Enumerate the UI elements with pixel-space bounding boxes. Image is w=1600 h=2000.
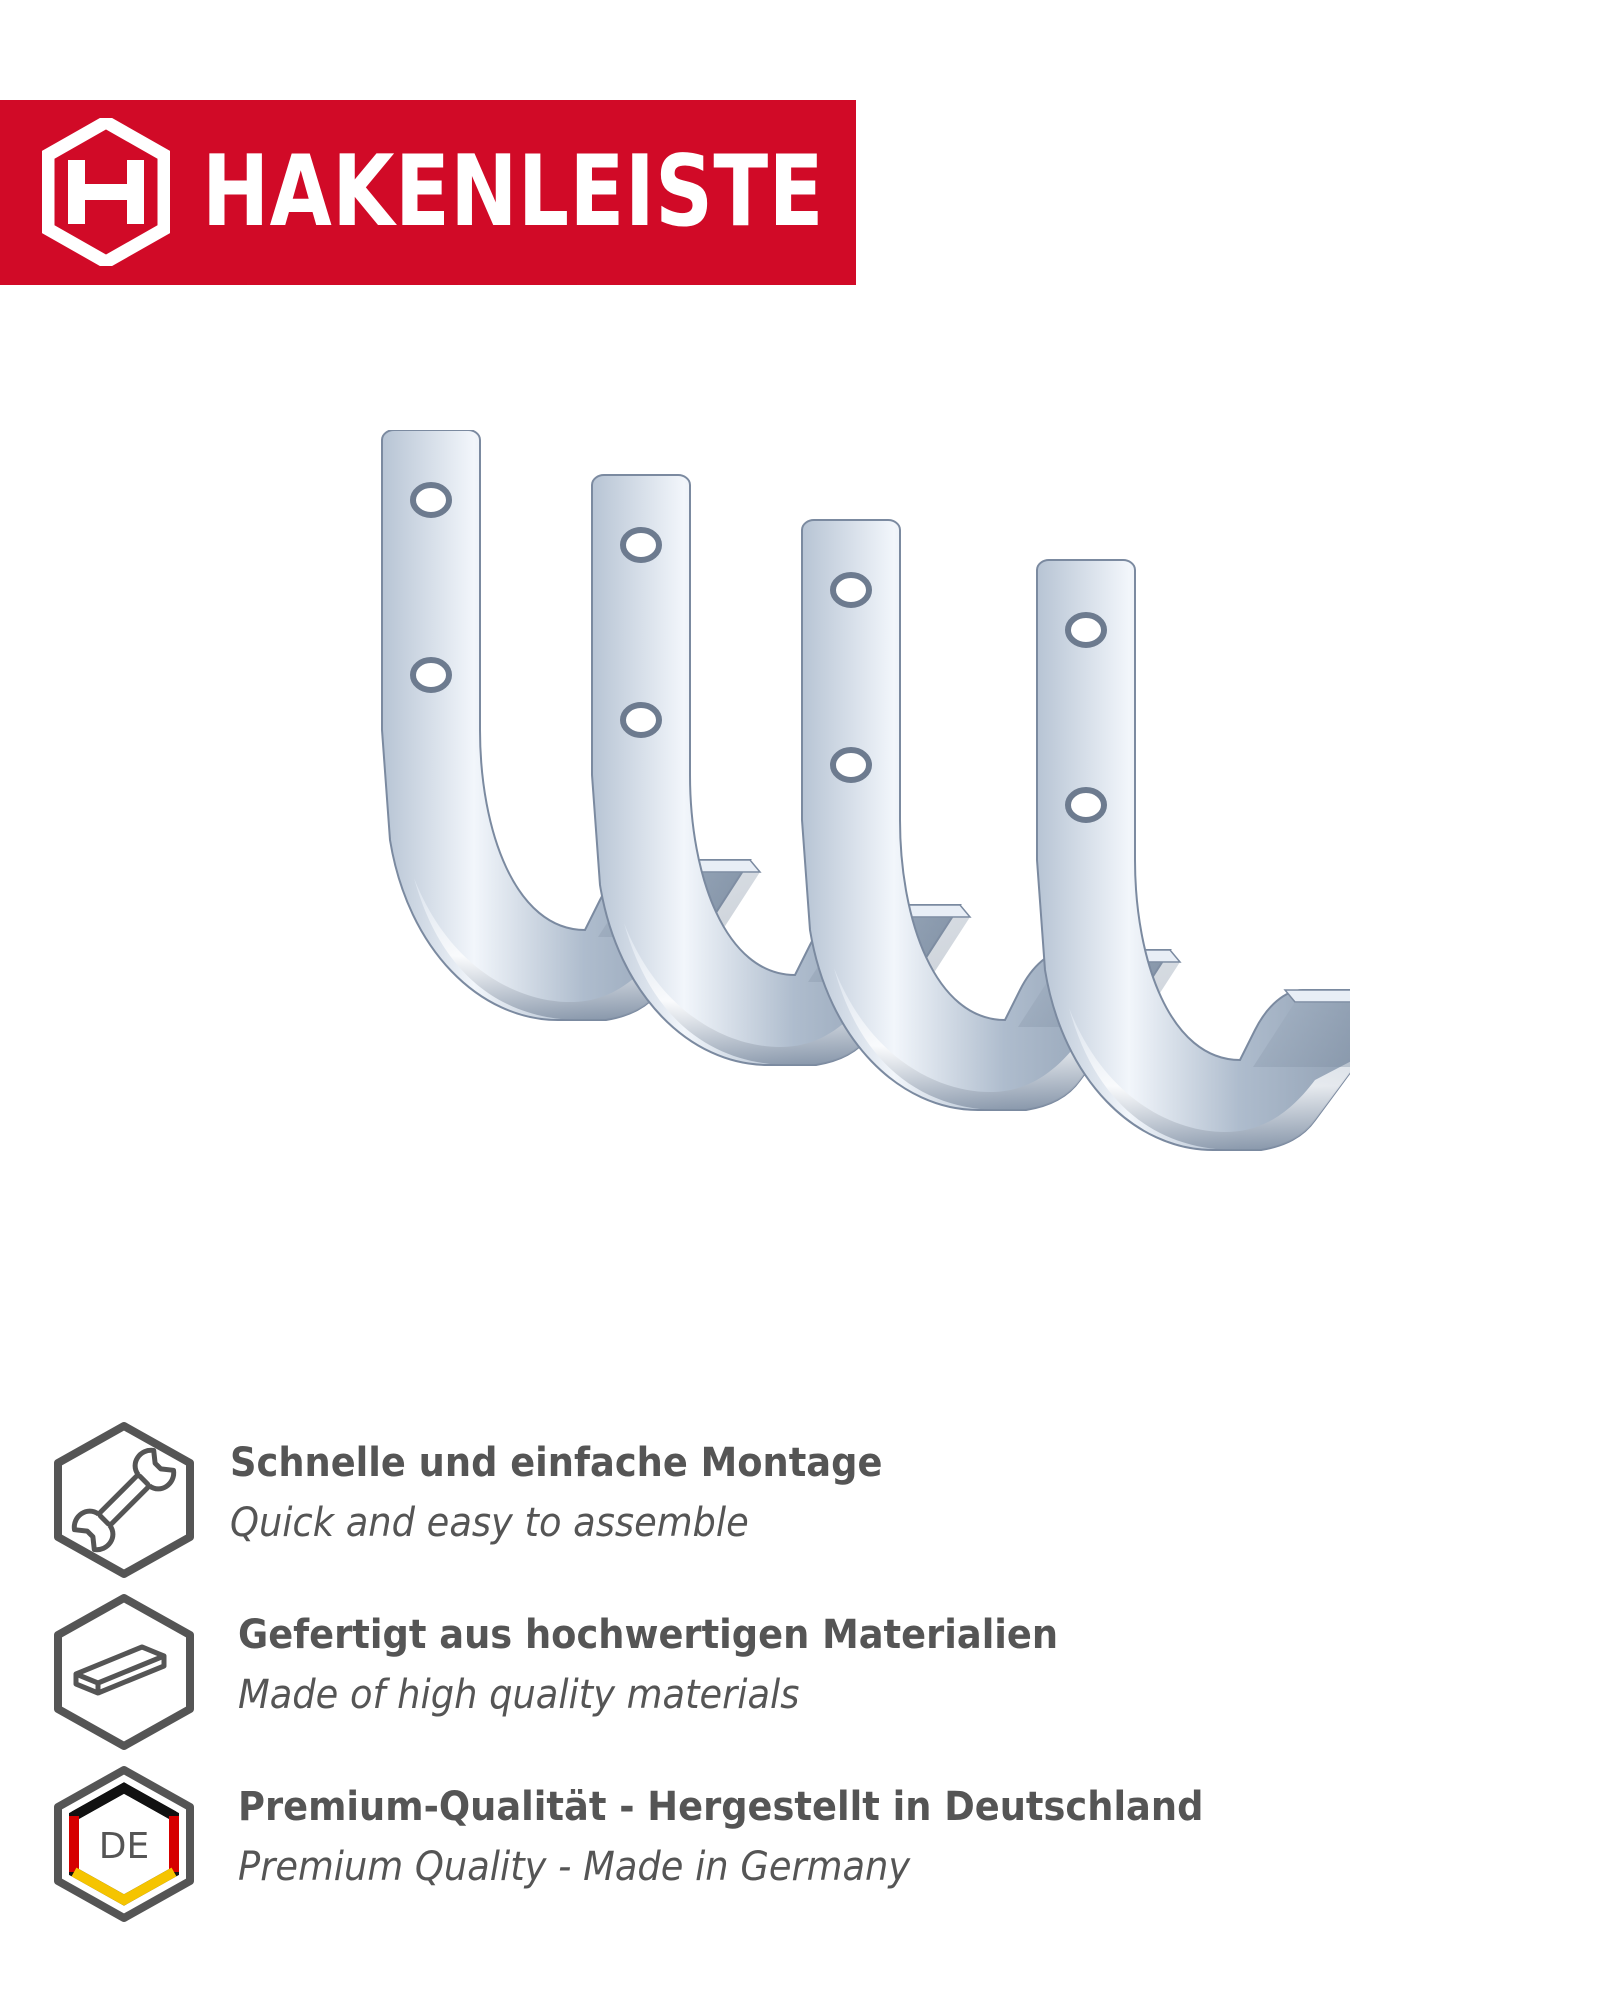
feature-title: Premium-Qualität - Hergestellt in Deutschland xyxy=(238,1784,1204,1830)
feature-subtitle: Quick and easy to assemble xyxy=(230,1500,749,1546)
material-plate-icon xyxy=(48,1592,200,1752)
de-badge-text: DE xyxy=(98,1826,150,1867)
feature-made-in-germany xyxy=(48,1764,1548,1924)
feature-subtitle: Premium Quality - Made in Germany xyxy=(238,1844,911,1890)
hook-4 xyxy=(1037,560,1350,1150)
hexagon-h-logo-icon xyxy=(42,118,170,266)
feature-subtitle: Made of high quality materials xyxy=(238,1672,800,1718)
feature-title: Schnelle und einfache Montage xyxy=(230,1440,883,1486)
wrench-icon xyxy=(48,1420,200,1580)
feature-title: Gefertigt aus hochwertigen Materialien xyxy=(238,1612,1059,1658)
brand-title: HAKENLEISTE xyxy=(202,135,824,249)
feature-assembly xyxy=(48,1420,1548,1580)
germany-flag-icon xyxy=(48,1764,200,1924)
brand-banner xyxy=(0,100,856,285)
metal-wall-hooks-image xyxy=(330,430,1350,1250)
feature-materials xyxy=(48,1592,1548,1752)
